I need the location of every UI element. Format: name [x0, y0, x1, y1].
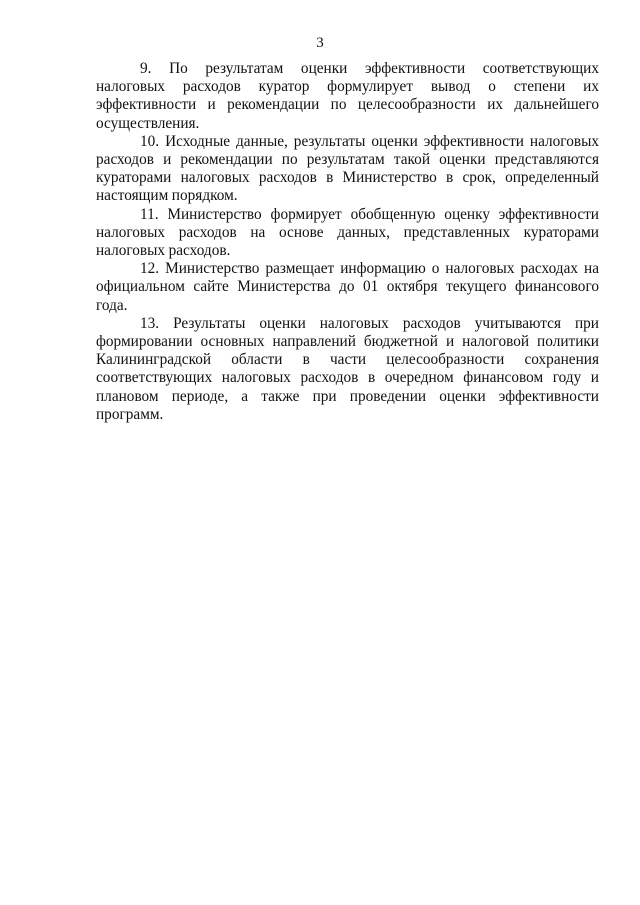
paragraph-12: 12. Министерство размещает информацию о налоговых расходах на официальном сайте Министерства до 01 октября текущего финансового года. — [96, 260, 599, 314]
paragraph-13: 13. Результаты оценки налоговых расходов учитываются при формировании основных направлений бюджетной и налоговой политики Калининградской области в части целесообразности сохранения соответствующих налоговых расходов в очередном финансовом году и плановом периоде, а также при проведении оценки эффективности программ. — [96, 314, 599, 423]
document-body — [96, 60, 599, 424]
paragraph-11: 11. Министерство формирует обобщенную оценку эффективности налоговых расходов на основе данных, представленных кураторами налоговых расходов. — [96, 205, 599, 260]
paragraph-10: 10. Исходные данные, результаты оценки эффективности налоговых расходов и рекомендации по результатам такой оценки представляются кураторами налоговых расходов в Министерство в срок, определенный настоящим порядком. — [96, 132, 599, 205]
page-number: 3 — [316, 35, 324, 51]
paragraph-9: 9. По результатам оценки эффективности соответствующих налоговых расходов куратор формулирует вывод о степени их эффективности и рекомендации по целесообразности их дальнейшего осуществления. — [96, 60, 599, 132]
